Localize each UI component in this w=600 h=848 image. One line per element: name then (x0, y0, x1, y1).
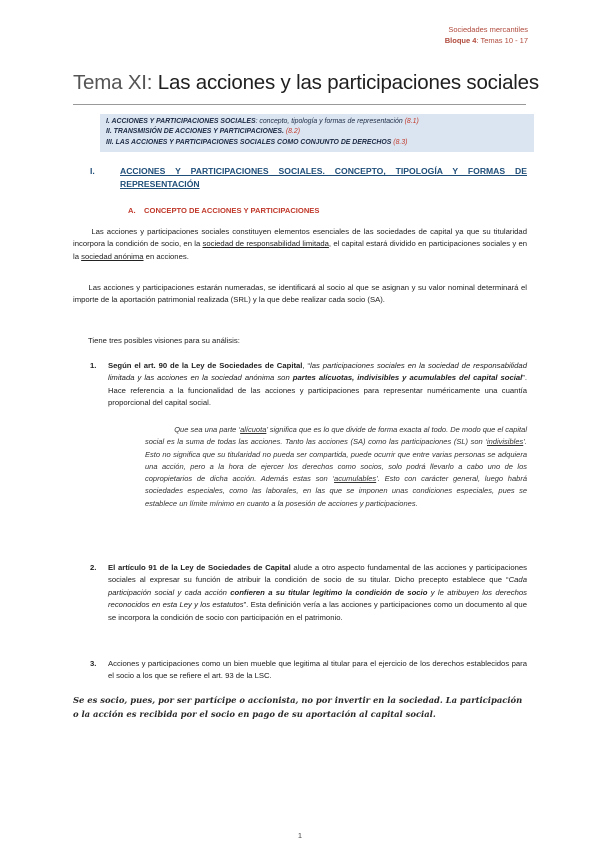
toc-item[interactable]: II. TRANSMISIÓN DE ACCIONES Y PARTICIPACIONES. (8.2) (106, 128, 300, 136)
list-item: Acciones y participaciones como un bien mueble que legitima al titular para el ejercicio de los derechos establecidos para el socio a los que se refiere el art. 93 de la LSC. (108, 659, 527, 681)
subsection-title: CONCEPTO DE ACCIONES Y PARTICIPACIONES (144, 206, 320, 215)
header-block-topics: : Temas 10 - 17 (476, 36, 528, 45)
link-srl: sociedad de responsabilidad limitada (202, 239, 329, 249)
table-of-contents (100, 114, 534, 152)
section-number: I. (90, 166, 95, 176)
title-prefix: Tema XI: (73, 71, 158, 94)
subsection-heading (128, 206, 319, 215)
link-sa: sociedad anónima (81, 251, 144, 261)
section-title: ACCIONES Y PARTICIPACIONES SOCIALES. CONCEPTO, TIPOLOGÍA Y FORMAS DE REPRESENTACIÓN (120, 166, 527, 189)
page-number: 1 (297, 831, 303, 840)
quote-block: Que sea una parte ‘alícuota’ significa que es lo que divide de forma exacta al todo. De modo que el capital social es la suma de todas las acciones. Tanto las acciones (SA) como las participaciones (SL) son ‘indivisibles’. Esto no significa que su titularidad no pueda ser compartida, puede ocurrir que entre varias personas se adquiera una acción, pero a la hora de ejercer los derechos como socios, solo podrá llevarlo a cabo uno de los copropietarios de dicha acción. Además estas son ‘acumulables’. Esto con carácter general, luego habrá sociedades especiales, como las laborales, en las que se imponen unas condiciones especiales, pues se establece un límite mínimo en cuanto a la posesión de acciones y participaciones. (145, 425, 527, 508)
running-header (445, 24, 528, 46)
page-title (73, 71, 539, 95)
header-block-label: Bloque 4 (444, 36, 477, 45)
paragraph-numbering: Las acciones y participaciones estarán numeradas, se identificará al socio al que se asignan y su valor nominal determinará el importe de la aportación patrimonial realizada (SRL) y la que debe realizar cada socio (SA). (73, 283, 527, 305)
paragraph-visions: Tiene tres posibles visiones para su análisis: (88, 336, 240, 345)
toc-item[interactable]: I. ACCIONES Y PARTICIPACIONES SOCIALES: concepto, tipología y formas de representación (8.1) (106, 118, 419, 125)
toc-item[interactable]: III. LAS ACCIONES Y PARTICIPACIONES SOCIALES COMO CONJUNTO DE DERECHOS (8.3) (106, 138, 408, 146)
header-block (445, 35, 528, 46)
list-number: 1. (90, 361, 97, 370)
closing-statement: Se es socio, pues, por ser partícipe o accionista, no por invertir en la sociedad. La participación o la acción es recibida por el socio en pago de su aportación al capital social. (73, 695, 523, 719)
title-rule (73, 104, 526, 105)
list-number: 2. (90, 563, 97, 572)
paragraph-intro: Las acciones y participaciones sociales constituyen elementos esenciales de las sociedades de capital ya que su titularidad incorpora la condición de socio, en la sociedad de responsabilidad limitada, el capital estará dividido en participaciones sociales y en la sociedad anónima en acciones. (73, 227, 527, 261)
title-main: Las acciones y las participaciones sociales (157, 71, 539, 94)
list-item: El artículo 91 de la Ley de Sociedades de Capital alude a otro aspecto fundamental de las acciones y participaciones sociales al expresar su función de atribuir la condición de socio de su titular. Dicho precepto establece que “Cada participación social y cada acción confieren a su titular legítimo la condición de socio y le atribuyen los derechos reconocidos en esta Ley y los estatutos”. Esta definición vería a las acciones y participaciones como un documento al que se incorpora la condición de socio con participación en el patrimonio. (108, 563, 527, 622)
header-subject: Sociedades mercantiles (448, 25, 528, 34)
list-number: 3. (90, 659, 97, 668)
list-item: Según el art. 90 de la Ley de Sociedades de Capital, “las participaciones sociales en la sociedad de responsabilidad limitada y las acciones en la sociedad anónima son partes alícuotas, indivisibles y acumulables del capital social”. Hace referencia a la funcionalidad de las acciones y participaciones para representar numéricamente una cuantía proporcional del capital social. (108, 361, 527, 408)
subsection-label: A. (128, 206, 136, 215)
